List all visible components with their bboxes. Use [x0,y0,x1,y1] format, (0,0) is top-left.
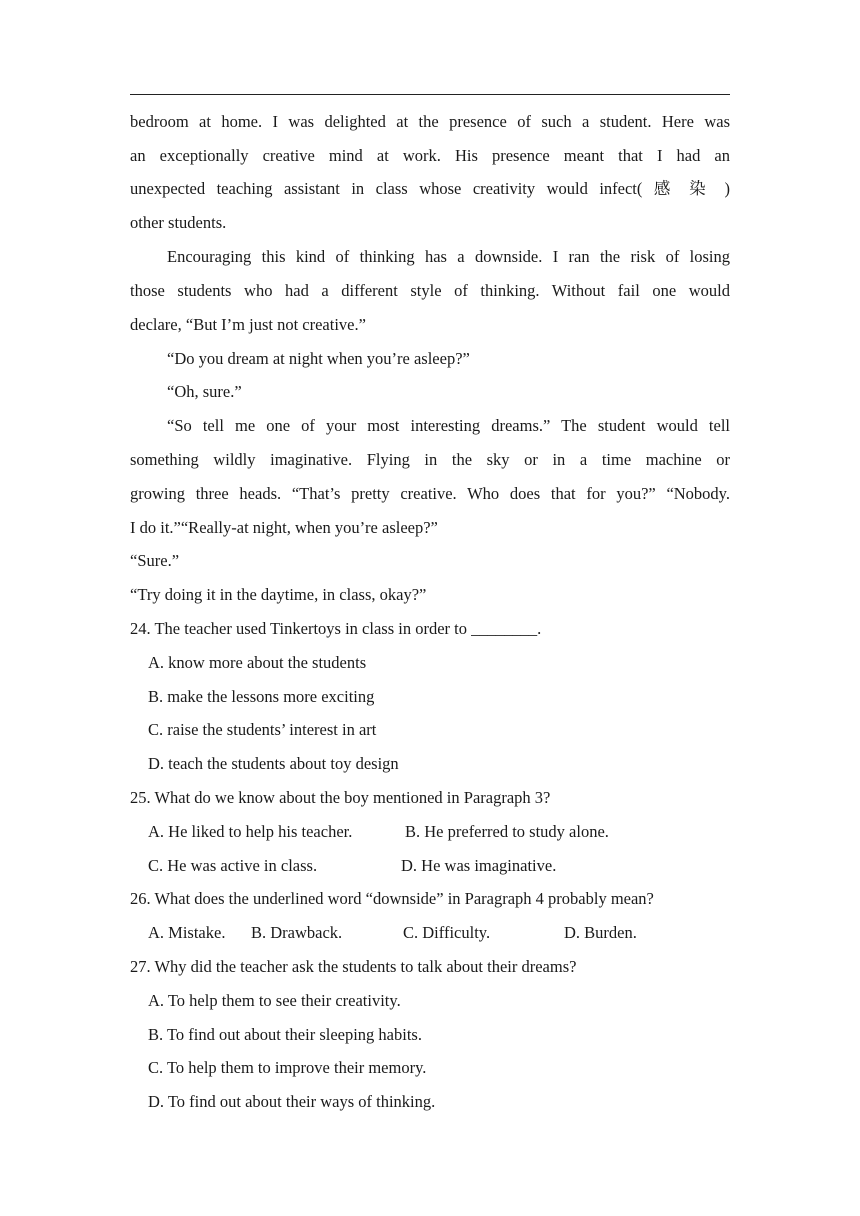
q25-option-c: C. He was active in class. [148,856,318,875]
dialogue-line: “Do you dream at night when you’re asleep?” [167,349,470,368]
question-27-stem: 27. Why did the teacher ask the students to talk about their dreams? [130,957,577,976]
q24-option-c: C. raise the students’ interest in art [148,720,377,739]
q26-option-c: C. Difficulty. [403,923,491,942]
q26-option-d: D. Burden. [564,923,637,942]
q24-option-a: A. know more about the students [148,653,367,672]
passage-line: bedroom at home. I was delighted at the presence of such a student. Here was [130,112,730,131]
passage-line: Encouraging this kind of thinking has a downside. I ran the risk of losing [167,247,730,266]
q24-option-d: D. teach the students about toy design [148,754,399,773]
dialogue-line: “Sure.” [130,551,180,570]
passage-line: “So tell me one of your most interesting dreams.” The student would tell [167,416,730,435]
q24-option-b: B. make the lessons more exciting [148,687,375,706]
dialogue-line: “Try doing it in the daytime, in class, okay?” [130,585,427,604]
passage-line: I do it.”“Really-at night, when you’re asleep?” [130,518,438,537]
question-24-stem: 24. The teacher used Tinkertoys in class in order to ________. [130,619,542,638]
passage-line: something wildly imaginative. Flying in the sky or in a time machine or [130,450,730,469]
dialogue-line: “Oh, sure.” [167,382,242,401]
q25-options-row-1 [148,815,748,849]
question-26-stem: 26. What does the underlined word “downside” in Paragraph 4 probably mean? [130,889,654,908]
q25-option-a: A. He liked to help his teacher. [148,822,353,841]
q25-option-b: B. He preferred to study alone. [405,822,609,841]
question-25-stem: 25. What do we know about the boy mentioned in Paragraph 3? [130,788,551,807]
q27-option-c: C. To help them to improve their memory. [148,1058,427,1077]
q27-option-d: D. To find out about their ways of thinking. [148,1092,436,1111]
q26-option-a: A. Mistake. [148,923,226,942]
q25-options-row-2 [148,849,748,883]
passage-line: growing three heads. “That’s pretty creative. Who does that for you?” “Nobody. [130,484,730,503]
q26-options-row [148,916,748,950]
passage-line: other students. [130,213,227,232]
passage-line: those students who had a different style of thinking. Without fail one would [130,281,730,300]
header-rule [130,94,730,95]
q26-option-b: B. Drawback. [251,923,343,942]
q27-option-b: B. To find out about their sleeping habits. [148,1025,422,1044]
q25-option-d: D. He was imaginative. [401,856,557,875]
passage-line: declare, “But I’m just not creative.” [130,315,366,334]
passage-line: an exceptionally creative mind at work. His presence meant that I had an [130,146,730,165]
q27-option-a: A. To help them to see their creativity. [148,991,401,1010]
passage-line: unexpected teaching assistant in class whose creativity would infect( 感 染 ) [130,179,730,198]
